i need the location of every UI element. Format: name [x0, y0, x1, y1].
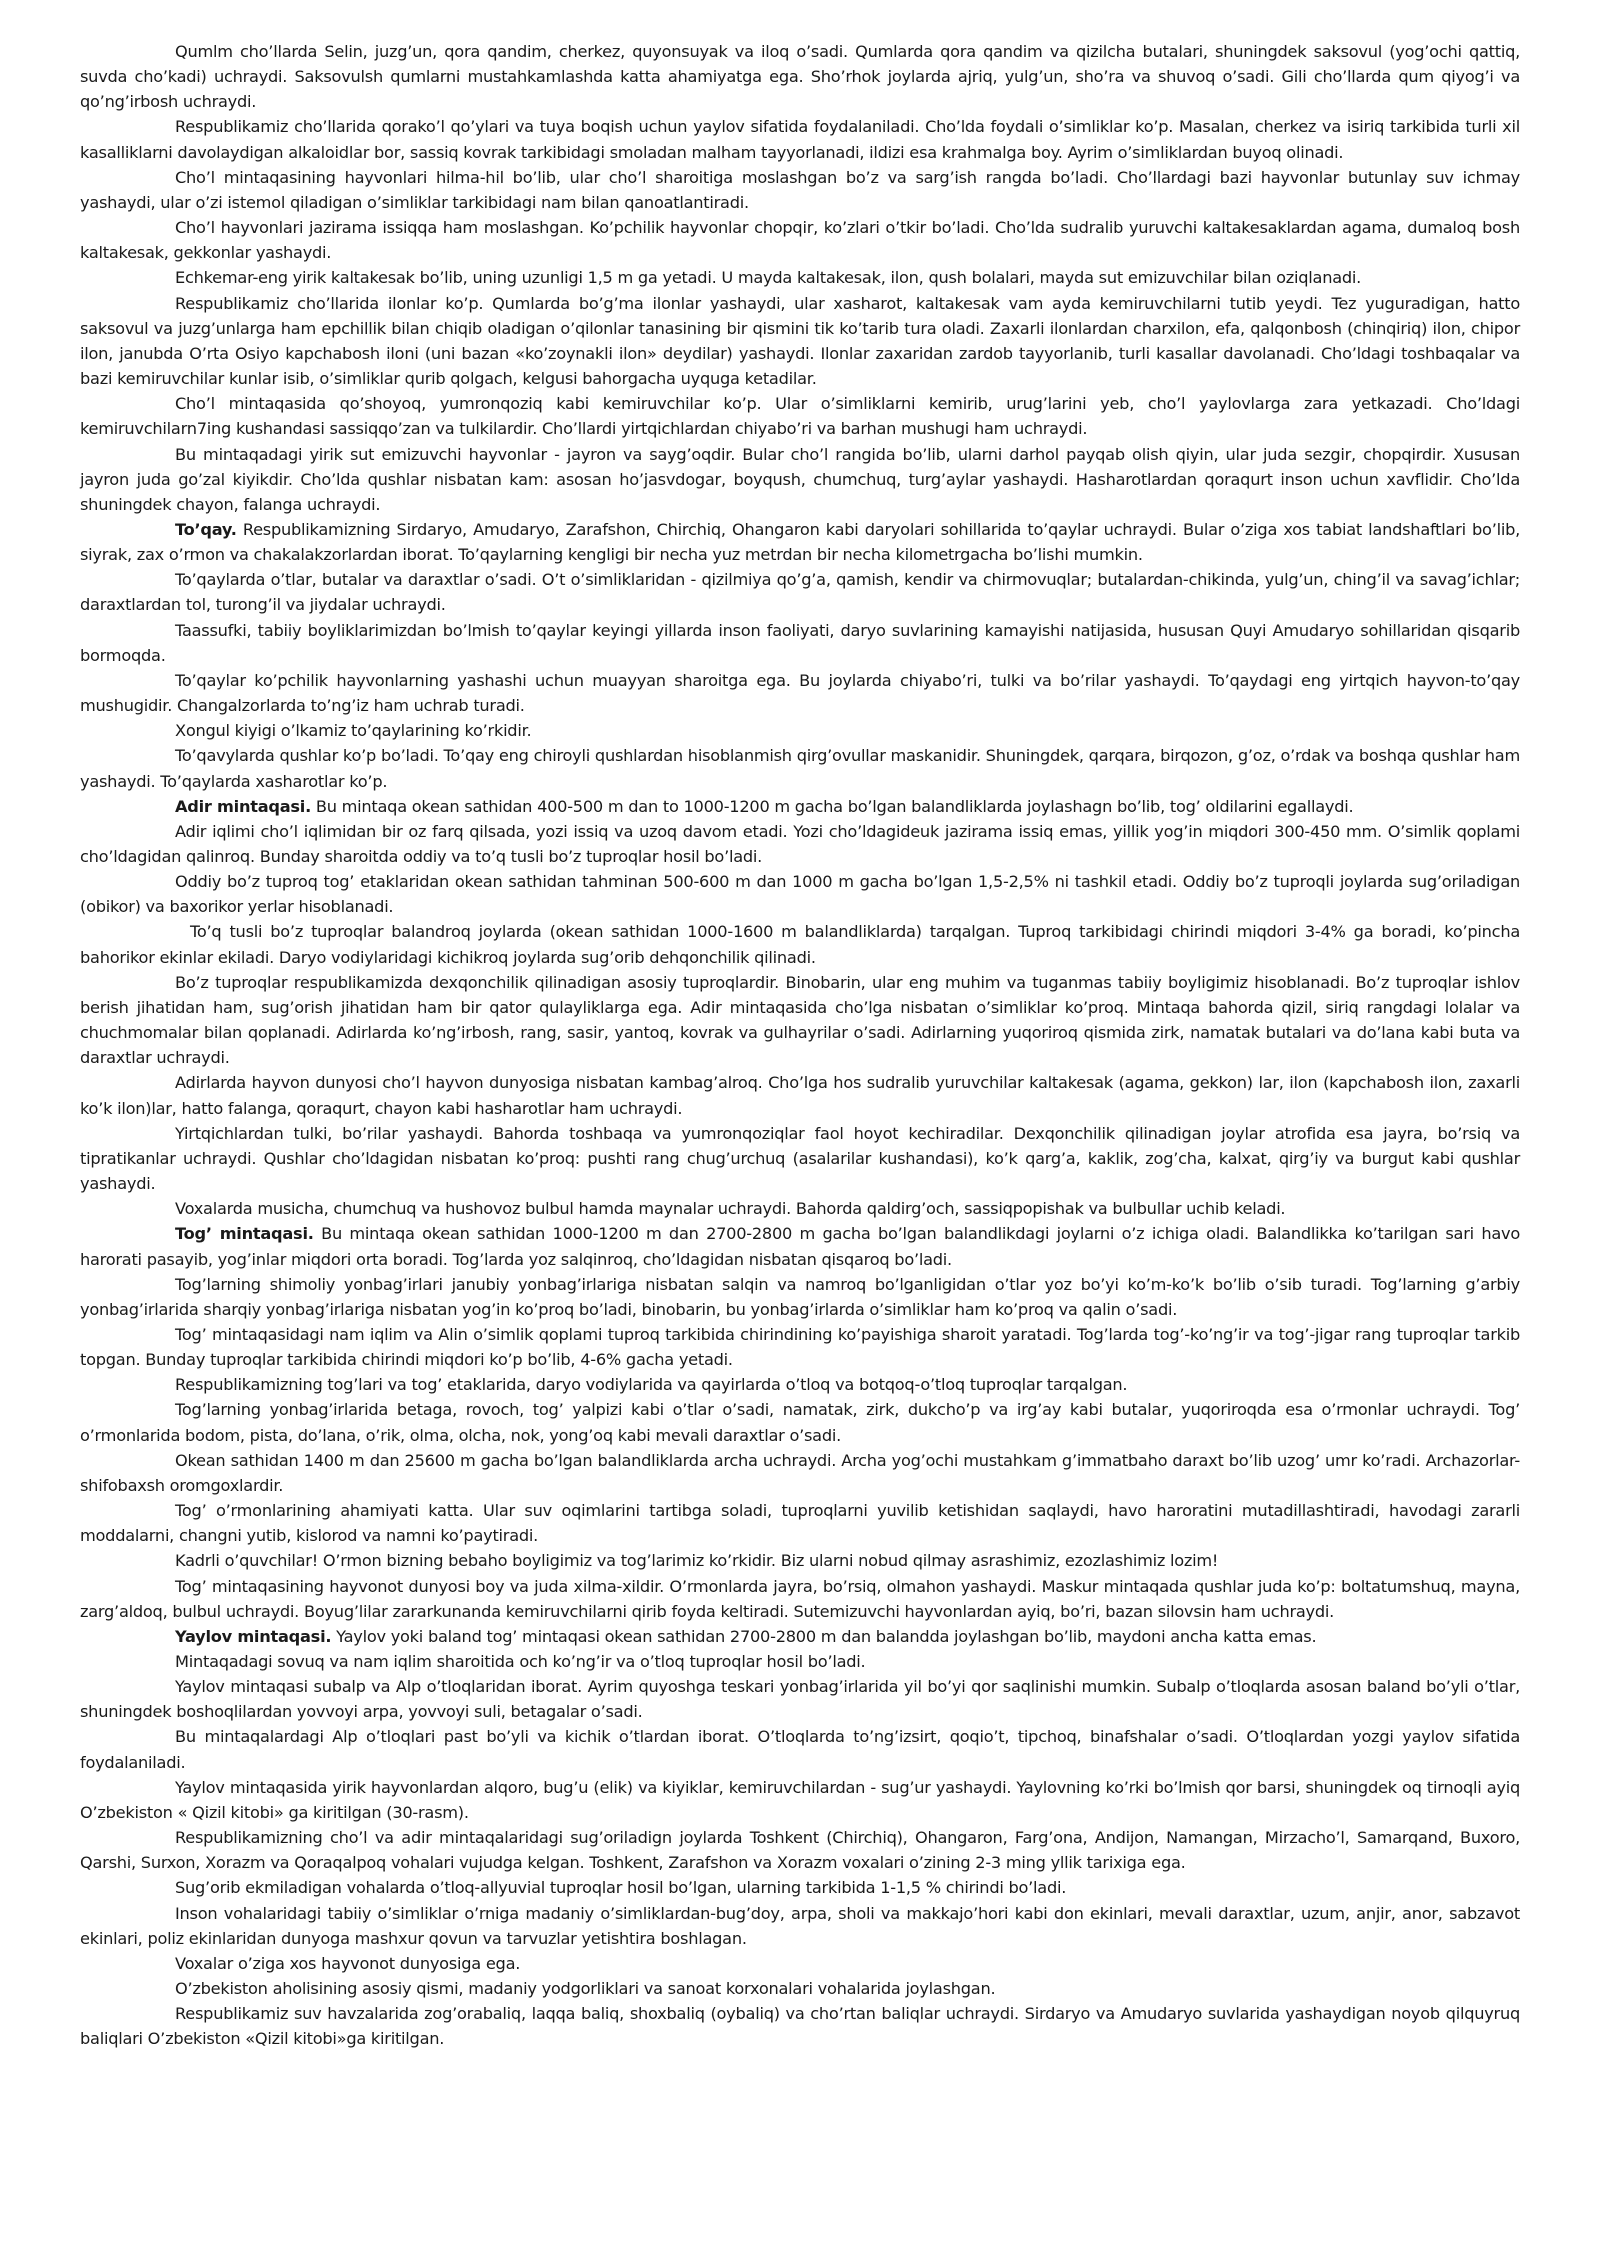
paragraph [80, 1574, 1520, 1624]
paragraph [80, 114, 1520, 164]
paragraph-text: O’zbekiston aholisining asosiy qismi, madaniy yodgorliklari va sanoat korxonalari vohalarida joylashgan. [175, 1979, 996, 1999]
paragraph-text: Respublikamizning cho’l va adir mintaqalaridagi sug’oriladign joylarda Toshkent (Chirchiq), Ohangaron, Farg’ona, Andijon, Namangan, Mirzacho’l, Samarqand, Buxoro, Qarshi, Surxon, Xorazm va Qoraqalpoq vohalari vujudga kelgan. Toshkent, Zarafshon va Xorazm voxalari o’zining 2-3 ming yllik tarixiga ega. [80, 1828, 1520, 1873]
paragraph [80, 869, 1520, 919]
paragraph-text: Bo’z tuproqlar respublikamizda dexqonchilik qilinadigan asosiy tuproqlardir. Binobarin, ular eng muhim va tuganmas tabiiy boyligimiz hisoblanadi. Bo’z tuproqlar ishlov berish jihatidan ham, sug’orish jihatidan ham bir qator qulayliklarga ega. Adir mintaqasida cho’lga nisbatan o’simliklar ko’proq. Mintaqa bahorda qizil, siriq rangdagi lolalar va chuchmomalar bilan qoplanadi. Adirlarda ko’ng’irbosh, rang, sasir, yantoq, kovrak va gulhayrilar o’sadi. Adirlarning yuqoriroq qismida zirk, namatak butalari va do’lana kabi buta va daraxtlar uchraydi. [80, 972, 1520, 1068]
paragraph [80, 39, 1520, 114]
paragraph-text: Okean sathidan 1400 m dan 25600 m gacha bo’lgan balandliklarda archa uchraydi. Archa yog’ochi mustahkam g’immatbaho daraxt bo’lib uzog’ umr ko’radi. Archazorlar-shifobaxsh oromgoxlardir. [80, 1450, 1520, 1495]
paragraph-text: To’qavylarda qushlar ko’p bo’ladi. To’qay eng chiroyli qushlardan hisoblanmish qirg’ovullar maskanidir. Shuningdek, qarqara, birqozon, g’oz, o’rdak va boshqa qushlar ham yashaydi. To’qaylarda xasharotlar ko’p. [80, 746, 1520, 791]
section-paragraph [80, 1221, 1520, 1271]
paragraph [80, 970, 1520, 1071]
paragraph-text: Tog’ o’rmonlarining ahamiyati katta. Ular suv oqimlarini tartibga soladi, tuproqlarni yuvilib ketishidan saqlaydi, havo haroratini mutadillashtiradi, havodagi zararli moddalarni, changni yutib, kislorod va namni ko’paytiradi. [80, 1501, 1520, 1546]
paragraph-text: Respublikamizning tog’lari va tog’ etaklarida, daryo vodiylarida va qayirlarda o’tloq va botqoq-o’tloq tuproqlar tarqalgan. [175, 1375, 1128, 1395]
paragraph [80, 391, 1520, 441]
paragraph-text: To’qaylar ko’pchilik hayvonlarning yashashi uchun muayyan sharoitga ega. Bu joylarda chiyabo’ri, tulki va bo’rilar yashaydi. To’qaydagi eng yirtqich hayvon-to’qay mushugidir. Changalzorlarda to’ng’iz ham uchrab turadi. [80, 670, 1520, 716]
paragraph-text: Echkemar-eng yirik kaltakesak bo’lib, uning uzunligi 1,5 m ga yetadi. U mayda kaltakesak, ilon, qush bolalari, mayda sut emizuvchilar bilan oziqlanadi. [175, 268, 1362, 288]
paragraph [80, 1397, 1520, 1447]
paragraph [80, 291, 1520, 392]
paragraph-text: Voxalarda musicha, chumchuq va hushovoz bulbul hamda maynalar uchraydi. Bahorda qaldirg’och, sassiqpopishak va bulbullar uchib keladi. [175, 1199, 1286, 1219]
paragraph [80, 1875, 1520, 1900]
paragraph-text: To’qaylarda o’tlar, butalar va daraxtlar o’sadi. O’t o’simliklaridan - qizilmiya qo’g’a, qamish, kendir va chirmovuqlar; butalardan-chikinda, yulg’un, ching’il va savag’ichlar; daraxtlardan tol, turong’il va jiydalar uchraydi. [80, 570, 1520, 615]
paragraph [80, 165, 1520, 215]
paragraph [80, 1498, 1520, 1548]
paragraph [80, 1196, 1520, 1221]
paragraph [80, 567, 1520, 617]
paragraph [80, 668, 1520, 718]
paragraph-text: Cho’l mintaqasida qo’shoyoq, yumronqoziq kabi kemiruvchilar ko’p. Ular o’simliklarni kemirib, urug’larini yeb, cho’l yaylovlarga zara yetkazadi. Cho’ldagi kemiruvchilarn7ing kushandasi sassiqqo’zan va tulkilardir. Cho’llardi yirtqichlardan chiyabo’ri va barhan mushugi ham uchraydi. [80, 394, 1520, 439]
paragraph-text: Tog’larning yonbag’irlarida betaga, rovoch, tog’ yalpizi kabi o’tlar o’sadi, namatak, zirk, dukcho’p va irg’ay kabi butalar, yuqoriroqda esa o’rmonlar uchraydi. Tog’ o’rmonlarida bodom, pista, do’lana, o’rik, olma, olcha, nok, yong’oq kabi mevali daraxtlar o’sadi. [80, 1400, 1520, 1445]
paragraph-text: Respublikamiz cho’llarida ilonlar ko’p. Qumlarda bo’g’ma ilonlar yashaydi, ular xasharot, kaltakesak vam ayda kemiruvchilarni tutib yeydi. Tez yuguradigan, hatto saksovul va juzg’unlarga ham epchillik bilan chiqib oladigan o’qilonlar tanasining bir qismini tik ko’tarib tura oladi. Zaxarli ilonlardan charxilon, efa, qalqonbosh (chinqiriq) ilon, chipor ilon, janubda O’rta Osiyo kapchabosh iloni (uni bazan «ko’zoynakli ilon» deydilar) yashaydi. Ilonlar zaxaridan zardob tayyorlanib, turli kasallar davolanadi. Cho’ldagi toshbaqalar va bazi kemiruvchilar kunlar isib, o’simliklar qurib qolgach, kelgusi bahorgacha uyquga ketadilar. [80, 293, 1520, 389]
paragraph-text: Taassufki, tabiiy boyliklarimizdan bo’lmish to’qaylar keyingi yillarda inson faoliyati, daryo suvlarining kamayishi natijasida, hususan Quyi Amudaryo sohillaridan qisqarib bormoqda. [80, 620, 1520, 665]
paragraph [80, 1951, 1520, 1976]
paragraph-text: Tog’ mintaqasidagi nam iqlim va Alin o’simlik qoplami tuproq tarkibida chirindining ko’payishiga sharoit yaratadi. Tog’larda tog’-ko’ng’ir va tog’-jigar rang tuproqlar tarkib topgan. Bunday tuproqlar tarkibida chirindi miqdori ko’p bo’lib, 4-6% gacha yetadi. [80, 1324, 1520, 1370]
paragraph [80, 1548, 1520, 1573]
paragraph-text: To’q tusli bo’z tuproqlar balandroq joylarda (okean sathidan 1000-1600 m balandliklarda) tarqalgan. Tuproq tarkibidagi chirindi miqdori 3-4% ga boradi, ko’pincha bahorikor ekinlar ekiladi. Daryo vodiylaridagi kichikroq joylarda sug’orib dehqonchilik qilinadi. [80, 922, 1520, 967]
section-heading: To’qay. [175, 519, 237, 539]
paragraph-text: Bu mintaqadagi yirik sut emizuvchi hayvonlar - jayron va sayg’oqdir. Bular cho’l rangida bo’lib, ularni darhol payqab olish qiyin, ular juda sezgir, chopqirdir. Xususan jayron juda go’zal kiyikdir. Cho’lda qushlar nisbatan kam: asosan ho’jasvdogar, boyqush, chumchuq, turg’aylar yashaydi. Hasharotlardan qoraqurt inson uchun xavflidir. Cho’lda shuningdek chayon, falanga uchraydi. [80, 444, 1520, 514]
paragraph [80, 1070, 1520, 1120]
section-paragraph [80, 794, 1520, 819]
section-paragraph [80, 517, 1520, 567]
paragraph-text: Bu mintaqa okean sathidan 400-500 m dan to 1000-1200 m gacha bo’lgan balandliklarda joylashagn bo’lib, tog’ oldilarini egallaydi. [310, 796, 1354, 816]
paragraph [80, 1775, 1520, 1825]
section-paragraph [80, 1624, 1520, 1649]
paragraph-text: Sug’orib ekmiladigan vohalarda o’tloq-allyuvial tuproqlar hosil bo’lgan, ularning tarkibida 1-1,5 % chirindi bo’ladi. [175, 1878, 1067, 1898]
paragraph [80, 215, 1520, 265]
paragraph-text: Respublikamiz cho’llarida qorako’l qo’ylari va tuya boqish uchun yaylov sifatida foydalaniladi. Cho’lda foydali o’simliklar ko’p. Masalan, cherkez va isiriq tarkibida turli xil kasalliklarni davolaydigan alkaloidlar bor, sassiq kovrak tarkibidagi smoladan malham tayyorlanadi, ildizi esa krahmalga boy. Ayrim o’simliklardan buyoq olinadi. [80, 117, 1520, 162]
paragraph-text: Mintaqadagi sovuq va nam iqlim sharoitida och ko’ng’ir va o’tloq tuproqlar hosil bo’ladi. [175, 1652, 866, 1671]
paragraph-text: Yaylov mintaqasida yirik hayvonlardan alqoro, bug’u (elik) va kiyiklar, kemiruvchilardan - sug’ur yashaydi. Yaylovning ko’rki bo’lmish qor barsi, shuningdek oq tirnoqli ayiq O’zbekiston « Qizil kitobi» ga kiritilgan (30-rasm). [80, 1777, 1520, 1822]
paragraph [80, 1448, 1520, 1498]
paragraph [80, 265, 1520, 290]
paragraph-text: Bu mintaqalardagi Alp o’tloqlari past bo’yli va kichik o’tlardan iborat. O’tloqlarda to’ng’izsirt, qoqio’t, tipchoq, binafshalar o’sadi. O’tloqlardan yozgi yaylov sifatida foydalaniladi. [80, 1727, 1520, 1772]
paragraph-text: Cho’l mintaqasining hayvonlari hilma-hil bo’lib, ular cho’l sharoitiga moslashgan bo’z va sarg’ish rangda bo’ladi. Cho’llardagi bazi hayvonlar butunlay suv ichmay yashaydi, ular o’zi istemol qiladigan o’simliklar tarkibidagi nam bilan qanoatlantiradi. [80, 167, 1520, 212]
paragraph-text: Xongul kiyigi o’lkamiz to’qaylarining ko’rkidir. [175, 721, 532, 741]
paragraph [80, 1121, 1520, 1196]
paragraph [80, 1272, 1520, 1322]
paragraph-text: Qumlm cho’llarda Selin, juzg’un, qora qandim, cherkez, quyonsuyak va iloq o’sadi. Qumlarda qora qandim va qizilcha butalari, shuningdek saksovul (yog’ochi qattiq, suvda cho’kadi) uchraydi. Saksovulsh qumlarni mustahkamlashda katta ahamiyatga ega. Sho’rhok joylarda ajriq, yulg’un, sho’ra va shuvoq o’sadi. Gili cho’llarda qum qiyog’i va qo’ng’irbosh uchraydi. [80, 42, 1520, 112]
paragraph-text: Kadrli o’quvchilar! O’rmon bizning bebaho boyligimiz va tog’larimiz ko’rkidir. Biz ularni nobud qilmay asrashimiz, ezozlashimiz lozim! [175, 1551, 1219, 1571]
paragraph-text: Respublikamiz suv havzalarida zog’orabaliq, laqqa baliq, shoxbaliq (oybaliq) va cho’rtan baliqlar uchraydi. Sirdaryo va Amudaryo suvlarida yashaydigan noyob qilquyruq baliqlari O’zbekiston «Qizil kitobi»ga kiritilgan. [80, 2004, 1520, 2049]
paragraph [80, 618, 1520, 668]
paragraph [80, 718, 1520, 743]
section-heading: Tog’ mintaqasi. [175, 1224, 314, 1244]
paragraph-text: Oddiy bo’z tuproq tog’ etaklaridan okean sathidan tahminan 500-600 m dan 1000 m gacha bo’lgan 1,5-2,5% ni tashkil etadi. Oddiy bo’z tuproqli joylarda sug’oriladigan (obikor) va baxorikor yerlar hisoblanadi. [80, 872, 1520, 917]
paragraph [80, 743, 1520, 793]
paragraph [80, 1372, 1520, 1397]
paragraph-text: Yirtqichlardan tulki, bo’rilar yashaydi. Bahorda toshbaqa va yumronqoziqlar faol hoyot kechiradilar. Dexqonchilik qilinadigan joylar atrofida esa jayra, bo’rsiq va tipratikanlar uchraydi. Qushlar cho’ldagidan nisbatan ko’proq: pushti rang chug’urchuq (asalarilar kushandasi), ko’k qarg’a, kaklik, zog’cha, kalxat, qirg’iy va burgut kabi qushlar yashaydi. [80, 1123, 1520, 1194]
paragraph [80, 1322, 1520, 1372]
paragraph-text: Tog’ mintaqasining hayvonot dunyosi boy va juda xilma-xildir. O’rmonlarda jayra, bo’rsiq, olmahon yashaydi. Maskur mintaqada qushlar juda ko’p: boltatumshuq, mayna, zarg’aldoq, bulbul uchraydi. Boyug’lilar zararkunanda kemiruvchilarni qirib foyda keltiradi. Sutemizuvchi hayvonlardan ayiq, bo’ri, bazan silovsin ham uchraydi. [80, 1576, 1520, 1621]
section-heading: Adir mintaqasi. [175, 796, 311, 816]
paragraph-text: Yaylov yoki baland tog’ mintaqasi okean sathidan 2700-2800 m dan balandda joylashgan bo’lib, maydoni ancha katta emas. [331, 1626, 1317, 1646]
paragraph [80, 1976, 1520, 2001]
paragraph-text: Adirlarda hayvon dunyosi cho’l hayvon dunyosiga nisbatan kambag’alroq. Cho’lga hos sudralib yuruvchilar kaltakesak (agama, gekkon) lar, ilon (kapchabosh ilon, zaxarli ko’k ilon)lar, hatto falanga, qoraqurt, chayon kabi hasharotlar ham uchraydi. [80, 1073, 1520, 1118]
paragraph [80, 1825, 1520, 1875]
paragraph [80, 2001, 1520, 2051]
paragraph [80, 919, 1520, 969]
paragraph [80, 1901, 1520, 1951]
paragraph [80, 1649, 1520, 1674]
paragraph-text: Voxalar o’ziga xos hayvonot dunyosiga ega. [175, 1953, 521, 1973]
paragraph [80, 442, 1520, 517]
paragraph-text: Tog’larning shimoliy yonbag’irlari janubiy yonbag’irlariga nisbatan salqin va namroq bo’lganligidan o’tlar yoz bo’yi ko’m-ko’k bo’lib o’sib turadi. Tog’larning g’arbiy yonbag’irlarida sharqiy yonbag’irlariga nisbatan yog’in ko’proq bo’ladi, binobarin, bu yonbag’irlarda o’simliklar ham ko’proq va qalin o’sadi. [80, 1274, 1520, 1319]
paragraph [80, 819, 1520, 869]
paragraph-text: Yaylov mintaqasi subalp va Alp o’tloqlaridan iborat. Ayrim quyoshga teskari yonbag’irlarida yil bo’yi qor saqlinishi mumkin. Subalp o’tloqlarda asosan baland bo’yli o’tlar, shuningdek boshoqlilardan yovvoyi arpa, yovvoyi suli, betagalar o’sadi. [80, 1677, 1520, 1722]
paragraph-text: Inson vohalaridagi tabiiy o’simliklar o’rniga madaniy o’simliklardan-bug’doy, arpa, sholi va makkajo’hori kabi don ekinlari, mevali daraxtlar, uzum, anjir, anor, sabzavot ekinlari, poliz ekinlaridan dunyoga mashxur qovun va tarvuzlar yetishtira boshlagan. [80, 1903, 1520, 1948]
paragraph [80, 1674, 1520, 1724]
paragraph-text: Respublikamizning Sirdaryo, Amudaryo, Zarafshon, Chirchiq, Ohangaron kabi daryolari sohillarida to’qaylar uchraydi. Bular o’ziga xos tabiat landshaftlari bo’lib, siyrak, zax o’rmon va chakalakzorlardan iborat. To’qaylarning kengligi bir necha yuz metrdan bir necha kilometrgacha bo’lishi mumkin. [80, 519, 1520, 565]
section-heading: Yaylov mintaqasi. [175, 1626, 332, 1646]
paragraph [80, 1724, 1520, 1774]
paragraph-text: Adir iqlimi cho’l iqlimidan bir oz farq qilsada, yozi issiq va uzoq davom etadi. Yozi cho’ldagideuk jazirama issiq emas, yillik yog’in miqdori 300-450 mm. O’simlik qoplami cho’ldagidan qalinroq. Bunday sharoitda oddiy va to’q tusli bo’z tuproqlar hosil bo’ladi. [80, 821, 1520, 866]
paragraph-text: Bu mintaqa okean sathidan 1000-1200 m dan 2700-2800 m gacha bo’lgan balandlikdagi joylarni o’z ichiga oladi. Balandlikka ko’tarilgan sari havo harorati pasayib, yog’inlar miqdori orta boradi. Tog’larda yoz salqinroq, cho’ldagidan nisbatan qisqaroq bo’ladi. [80, 1224, 1520, 1269]
paragraph-text: Cho’l hayvonlari jazirama issiqqa ham moslashgan. Ko’pchilik hayvonlar chopqir, ko’zlari o’tkir bo’ladi. Cho’lda sudralib yuruvchi kaltakesaklardan agama, dumaloq bosh kaltakesak, gekkonlar yashaydi. [80, 218, 1520, 263]
